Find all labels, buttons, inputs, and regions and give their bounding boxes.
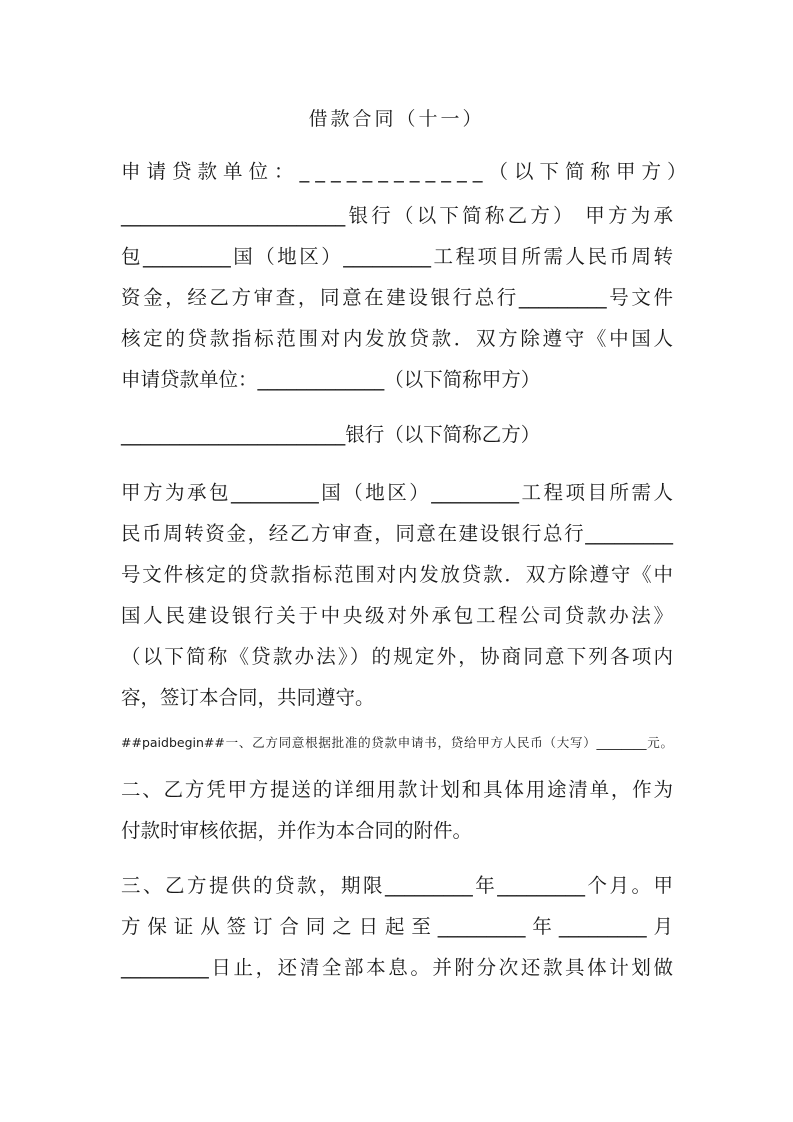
paragraph-line: 方保证从签订合同之日起至_________年_________月 <box>121 915 673 938</box>
paid-marker-line: ##paidbegin##一、乙方同意根据批准的贷款申请书，贷给甲方人民币（大写）________元。 <box>121 735 673 750</box>
paragraph-line: 甲方为承包_________国（地区）_________工程项目所需人 <box>121 481 673 504</box>
paragraph-line: 付款时审核依据，并作为本合同的附件。 <box>121 819 473 842</box>
paragraph-line: 民币周转资金，经乙方审查，同意在建设银行总行_________ <box>121 522 673 545</box>
paragraph-line: （以下简称《贷款办法》）的规定外，协商同意下列各项内 <box>121 645 673 668</box>
paragraph-line: 号文件核定的贷款指标范围对内发放贷款．双方除遵守《中 <box>121 563 673 586</box>
paragraph-line: 申请贷款单位：____________（以下简称甲方） <box>121 160 693 183</box>
paragraph-line: 二、乙方凭甲方提送的详细用款计划和具体用途清单，作为 <box>121 778 673 801</box>
document-title: 借款合同（十一） <box>308 108 485 130</box>
paragraph-line: 三、乙方提供的贷款，期限_________年_________个月。甲 <box>121 874 673 897</box>
paragraph-line: 核定的贷款指标范围对内发放贷款．双方除遵守《中国人 <box>121 327 673 350</box>
paragraph-line: 容，签订本合同，共同遵守。 <box>121 686 375 709</box>
paragraph-line: 国人民建设银行关于中央级对外承包工程公司贷款办法》 <box>121 604 673 627</box>
paragraph-line: _______________________银行（以下简称乙方） <box>121 423 541 446</box>
paragraph-line: _______________________银行（以下简称乙方） 甲方为承 <box>121 204 673 227</box>
paragraph-line: _________日止，还清全部本息。并附分次还款具体计划做 <box>121 956 673 979</box>
paragraph-line: 申请贷款单位：_____________（以下简称甲方） <box>121 368 541 391</box>
paragraph-line: 包_________国（地区）_________工程项目所需人民币周转 <box>121 245 673 268</box>
paragraph-line: 资金，经乙方审查，同意在建设银行总行_________号文件 <box>121 286 673 309</box>
